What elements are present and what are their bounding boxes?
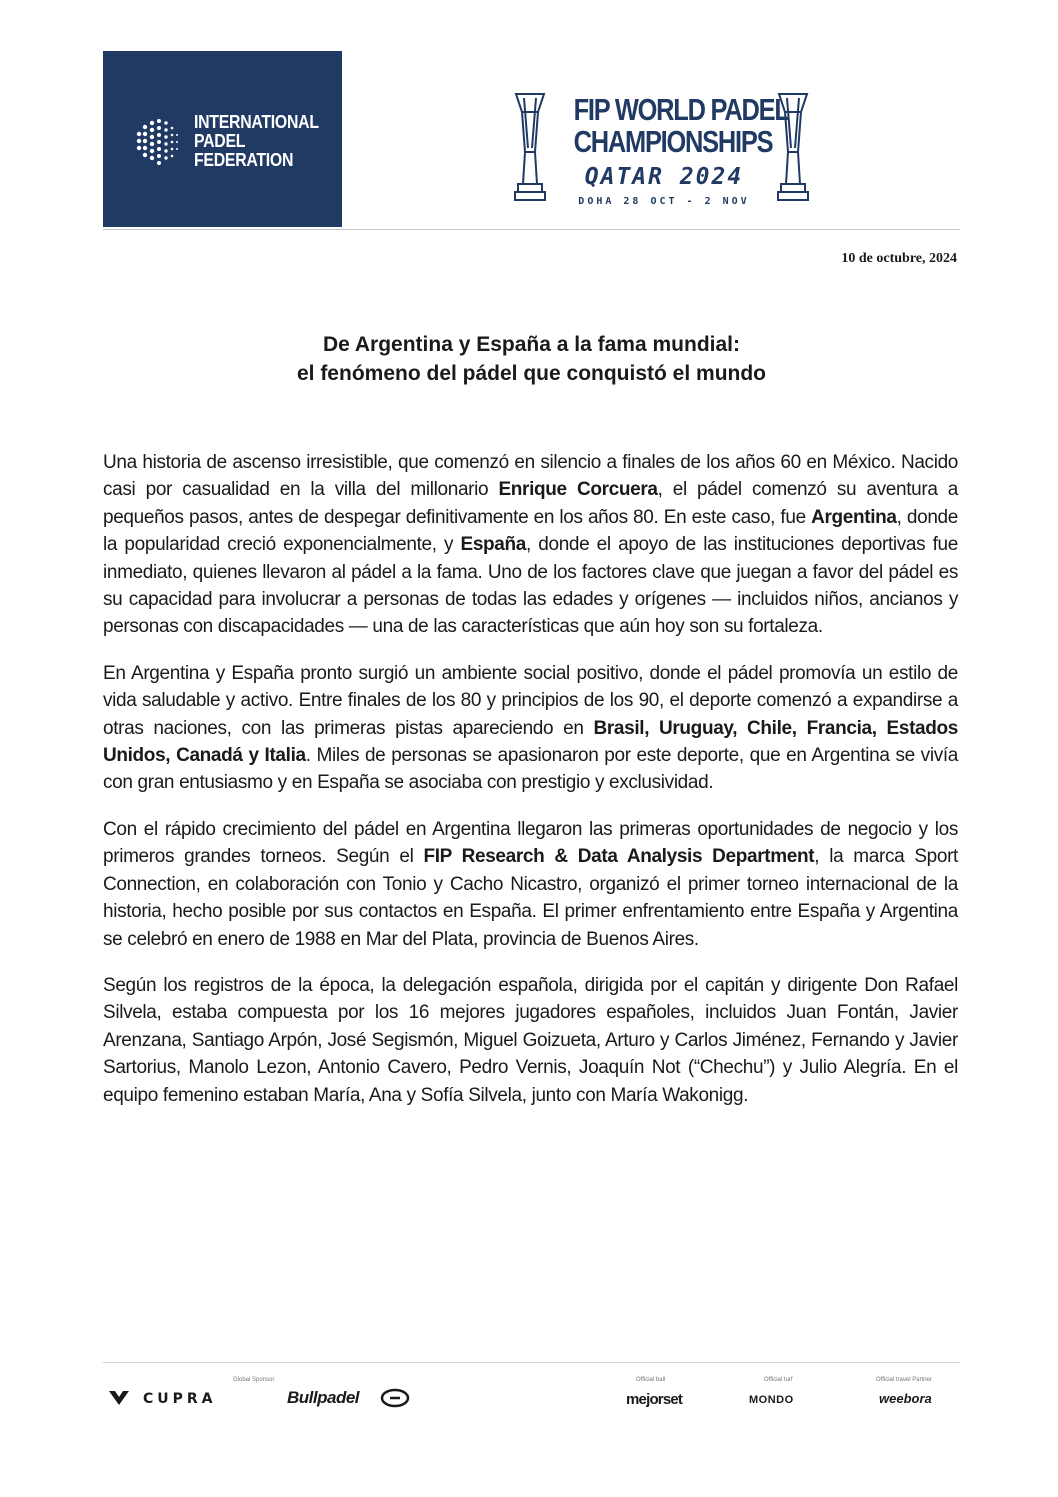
sponsor-mondo: MONDO (749, 1394, 794, 1406)
championship-title (573, 92, 789, 159)
paragraph-3-text-c: , la marca Sport Connection, en colaboración con Tonio y Cacho Nicastro, organizó el primer torneo internacional de la historia, hecho posible por sus contactos en España. El primer enfrentamiento entre España y Argentina se celebró en enero de 1988 en Mar del Plata, provincia de Buenos Aires. (103, 846, 958, 950)
header-divider (103, 229, 960, 230)
trophy-right-icon (775, 92, 811, 207)
championship-dates: DOHA 28 OCT - 2 NOV (578, 196, 750, 207)
paragraph-1-text-c: , el pádel comenzó su aventura a pequeños pasos, antes de despegar definitivamente en los años 80. En este caso, fue (103, 479, 958, 528)
sponsor-weebora: weebora (879, 1391, 932, 1406)
federation-name-line-2: PADEL (194, 131, 246, 151)
sponsor-mejorset: mejorset (626, 1391, 683, 1408)
headline-line-2: el fenómeno del pádel que conquistó el mundo (296, 362, 767, 385)
paragraph-1-bold-argentina: Argentina (811, 506, 897, 528)
release-date: 10 de octubre, 2024 (841, 251, 957, 266)
paragraph-2 (103, 660, 958, 797)
sponsor-label-global: Global Sponsor (233, 1377, 275, 1383)
paragraph-1 (103, 449, 958, 641)
paragraph-1-text-a: Una historia de ascenso irresistible, que comenzó en silencio a finales de los años 60 en México. Nacido casi por casualidad en la villa del millonario (103, 452, 958, 501)
sponsor-label-ball: Official ball (636, 1377, 666, 1383)
paragraph-1-bold-espana: España (460, 534, 526, 556)
headline (103, 330, 960, 388)
championship-logo (512, 92, 812, 212)
paragraph-3-text-a: Con el rápido crecimiento del pádel en Argentina llegaron las primeras oportunidades de negocio y los primeros grandes torneos. Según el (103, 818, 958, 868)
paragraph-4 (103, 972, 958, 1109)
federation-name-line-3: FEDERATION (194, 150, 294, 170)
championship-title-line-2: CHAMPIONSHIPS (573, 124, 773, 159)
padel-ball-icon (129, 114, 185, 170)
trophy-left-icon (512, 92, 548, 207)
federation-name-line-1: INTERNATIONAL (194, 112, 319, 132)
sponsor-label-turf: Official turf (764, 1377, 793, 1383)
paragraph-4-text-a: Según los registros de la época, la delegación española, dirigida por el capitán y dirigente Don Rafael Silvela, estaba compuesta por los 16 mejores jugadores españoles, incluidos Juan Fontán, Javier Arenzana, Santiago Arpón, José Segismón, Miguel Goizueta, Arturo y Carlos Jiménez, Fernando y Javier Sartorius, Manolo Lezon, Antonio Cavero, Pedro Vernis, Joaquín Not (“Chechu”) y Julio Alegría. En el equipo femenino estaban María, Ana y Sofía Silvela, junto con María Wakonigg. (103, 974, 958, 1106)
cupra-logo-icon (108, 1389, 130, 1407)
paragraph-3 (103, 816, 958, 953)
paragraph-2-text-a: En Argentina y España pronto surgió un ambiente social positivo, donde el pádel promovía un estilo de vida saludable y activo. Entre finales de los 80 y principios de los 90, el deporte comenzó a expandirse a otras naciones, con las primeras pistas apareciendo en (103, 662, 958, 739)
championship-title-line-1: FIP WORLD PADEL (573, 92, 789, 127)
sponsor-label-travel: Official travel Partner (876, 1377, 932, 1383)
paragraph-1-bold-corcuera: Enrique Corcuera (498, 479, 658, 501)
paragraph-1-text-e: , donde la popularidad creció exponencialmente, y (103, 506, 958, 556)
bullpadel-mark-icon (380, 1388, 410, 1408)
sponsor-cupra: CUPRA (143, 1391, 217, 1407)
sponsor-bullpadel: Bullpadel (287, 1388, 360, 1407)
championship-edition: QATAR 2024 (584, 164, 744, 190)
paragraph-1-text-g: , donde el apoyo de las instituciones deportivas fue inmediato, quienes llevaron al pádel a la fama. Uno de los factores clave que juegan a favor del pádel es su capacidad para involucrar a personas de todas las edades y orígenes — incluidos niños, ancianos y personas con discapacidades — una de las características que aún hoy son su fortaleza. (103, 534, 958, 638)
paragraph-3-bold-department: FIP Research & Data Analysis Department (423, 846, 815, 868)
footer-divider (103, 1362, 960, 1363)
paragraph-2-text-c: . Miles de personas se apasionaron por este deporte, que en Argentina se vivía con gran entusiasmo y en España se asociaba con prestigio y exclusividad. (103, 745, 959, 794)
article-body (103, 449, 958, 1128)
headline-line-1: De Argentina y España a la fama mundial: (322, 333, 740, 356)
federation-name (194, 113, 319, 170)
federation-logo (103, 51, 342, 227)
paragraph-2-bold-countries: Brasil, Uruguay, Chile, Francia, Estados Unidos, Canadá y Italia (103, 717, 958, 767)
